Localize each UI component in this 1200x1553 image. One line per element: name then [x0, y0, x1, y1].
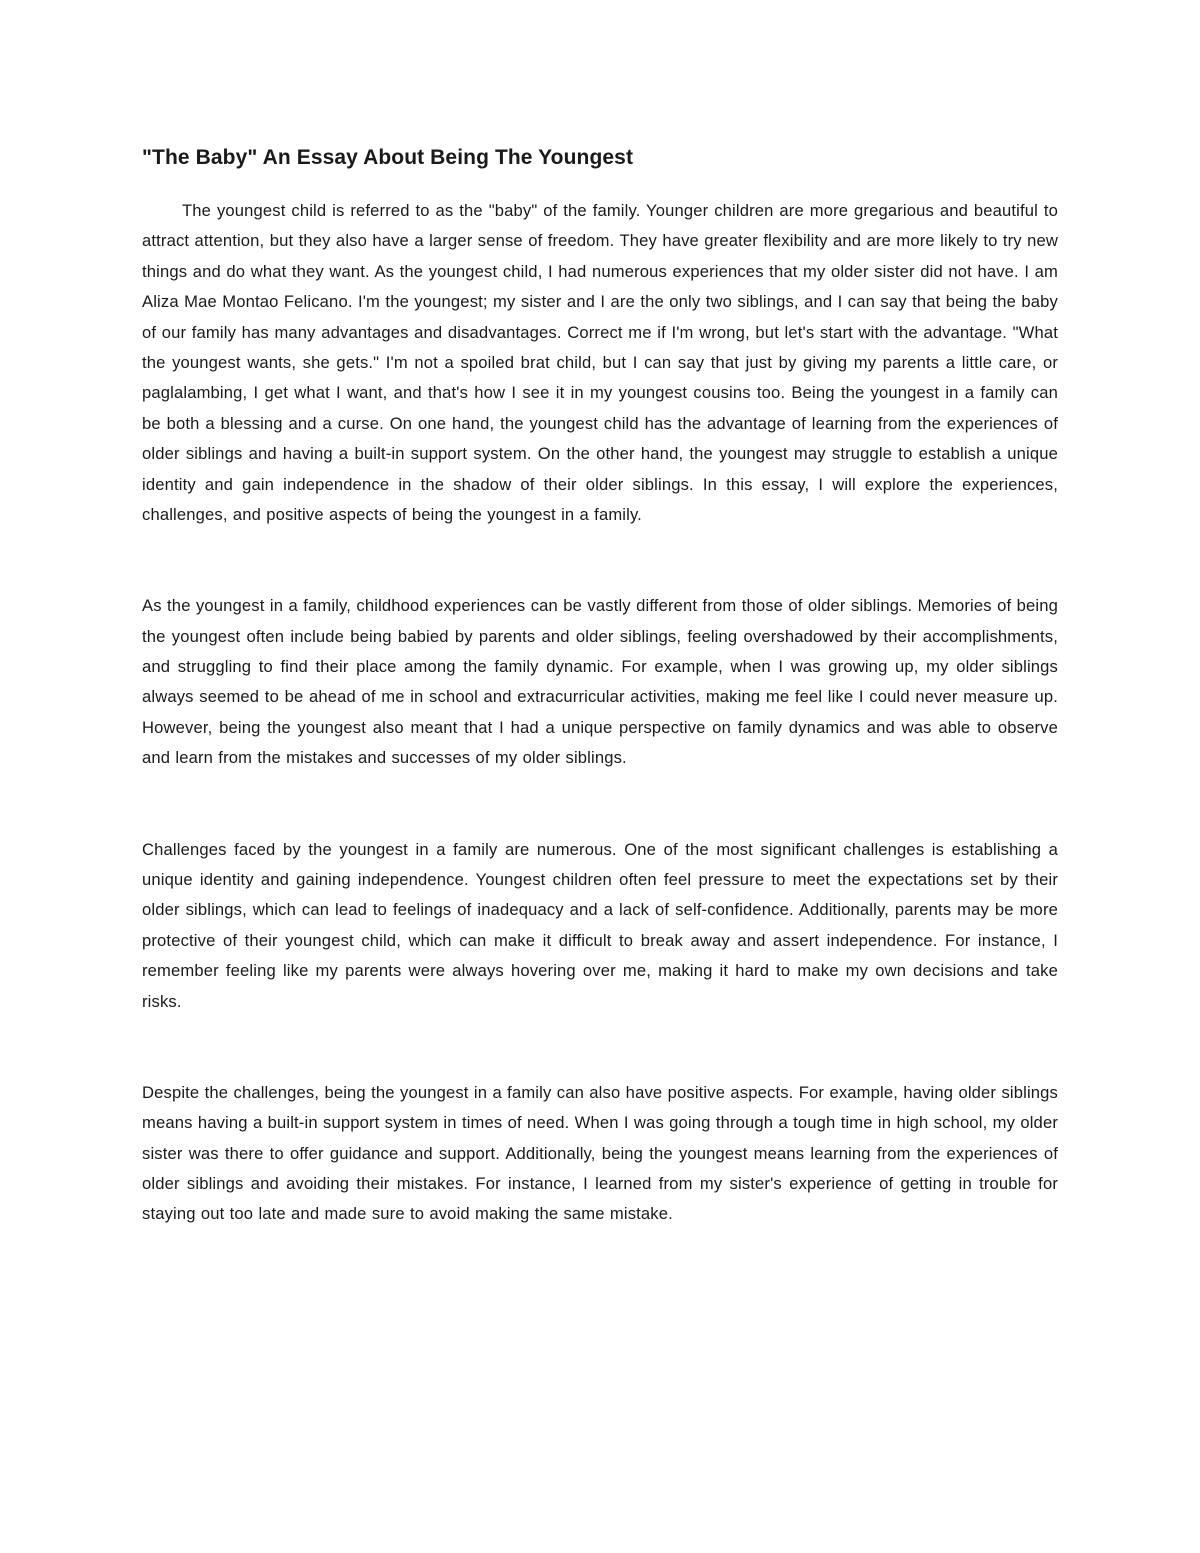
paragraph-spacer	[142, 1017, 1058, 1078]
paragraph-spacer	[142, 774, 1058, 835]
paragraph-challenges: Challenges faced by the youngest in a family are numerous. One of the most significant challenges is establishing a unique identity and gaining independence. Youngest children often feel pressure to meet the expectations set by their older siblings, which can lead to feelings of inadequacy and a lack of self-confidence. Additionally, parents may be more protective of their youngest child, which can make it difficult to break away and assert independence. For instance, I remember feeling like my parents were always hovering over me, making it hard to make my own decisions and take risks.	[142, 839, 1058, 1011]
paragraph-spacer	[142, 530, 1058, 591]
paragraph-childhood-experiences: As the youngest in a family, childhood experiences can be vastly different from those of older siblings. Memories of being the youngest often include being babied by parents and older siblings, feeling overshadowed by their accomplishments, and struggling to find their place among the family dynamic. For example, when I was growing up, my older siblings always seemed to be ahead of me in school and extracurricular activities, making me feel like I could never measure up. However, being the youngest also meant that I had a unique perspective on family dynamics and was able to observe and learn from the mistakes and successes of my older siblings.	[142, 596, 1058, 768]
paragraph-positive-aspects: Despite the challenges, being the youngest in a family can also have positive aspects. For example, having older siblings means having a built-in support system in times of need. When I was going through a tough time in high school, my older sister was there to offer guidance and support. Additionally, being the youngest means learning from the experiences of older siblings and avoiding their mistakes. For instance, I learned from my sister's experience of getting in trouble for staying out too late and made sure to avoid making the same mistake.	[142, 1082, 1058, 1224]
paragraph-introduction: The youngest child is referred to as the "baby" of the family. Younger children are more gregarious and beautiful to attract attention, but they also have a larger sense of freedom. They have greater flexibility and are more likely to try new things and do what they want. As the youngest child, I had numerous experiences that my older sister did not have. I am Aliza Mae Montao Felicano. I'm the youngest; my sister and I are the only two siblings, and I can say that being the baby of our family has many advantages and disadvantages. Correct me if I'm wrong, but let's start with the advantage. "What the youngest wants, she gets." I'm not a spoiled brat child, but I can say that just by giving my parents a little care, or paglalambing, I get what I want, and that's how I see it in my youngest cousins too. Being the youngest in a family can be both a blessing and a curse. On one hand, the youngest child has the advantage of learning from the experiences of older siblings and having a built-in support system. On the other hand, the youngest may struggle to establish a unique identity and gain independence in the shadow of their older siblings. In this essay, I will explore the experiences, challenges, and positive aspects of being the youngest in a family.	[142, 201, 1058, 525]
document-body	[142, 143, 1058, 1230]
document-title: "The Baby" An Essay About Being The Youngest	[142, 146, 634, 169]
